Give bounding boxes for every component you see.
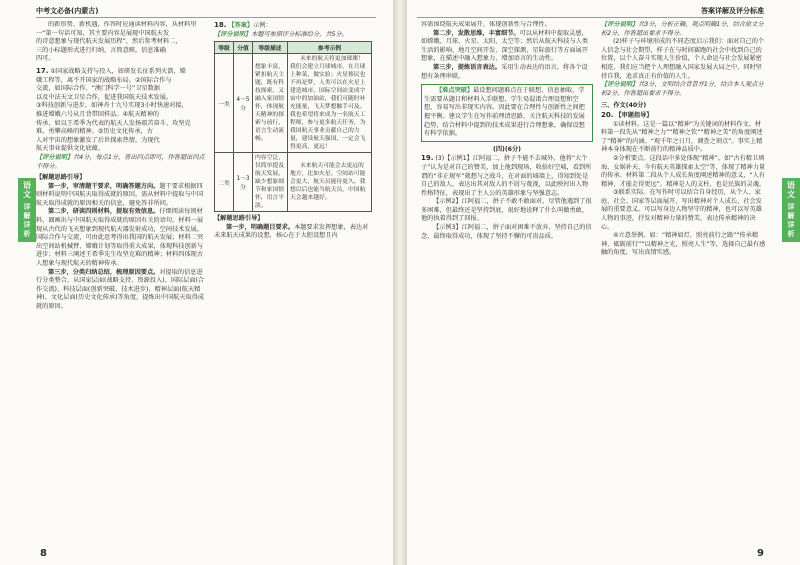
table-header: 分值 [234,42,253,54]
step-text: 对提取的信息进行分类整合，从国家层面(战略支持、资源投入)、国际层面(合作交流)、科技层面(创新突破、技术进步)、精神层面(航天精神)、文化层面(历史文化传承)等角度，提炼出中国航天取得成就的原因。 [36,268,205,310]
side-tab-char: 详 [787,203,795,211]
q17-text: 交流，如国际合作、“澳门科学一号”卫星数据 [36,85,160,93]
guide-title: 【解题思路引导】 [214,215,264,223]
step-text: 仔细阅读每则材料，圈画出与中国航天取得成就的原因有关的语句。材料一展现从古代的飞天想象到现代航天器发射成功，空间技术发展，国际合作与交流，可由此思考得出我国的航天发展；材料二突出空间站机械臂、嫦娥计划等取得重大成果，体现科技创新与进步；材料三阐述王希季先生攻坚克难的精神；材料四体现古人想象与现代航天的精神传承。 [36,208,204,268]
table-header-row [215,42,372,54]
grade-cell: 二类 [215,153,234,212]
side-tab-char: 文 [23,190,31,199]
q17-text: 传承，如以王希季为代表的航天人发扬艰苦奋斗、攻坚克 [36,119,191,127]
intro-line: 的诗意想象与现代航天发展历程”，然后参考材料二， [36,38,182,46]
q17-text: 推进嫦娥六号从月背带回样品。④航天精神的 [36,110,160,118]
table-header: 等级描述 [253,42,288,54]
right-page [407,0,800,565]
left-page [0,0,393,565]
left-column-1 [36,21,206,543]
q19-text: 【示例2】江阿福二，拼子不敢不敢面对，尽管他遇到了很多困难，但最终还是坚持到底，很好地诠释了什么叫做勇敢，他的执着得到了回报。 [421,198,592,223]
score-text: 共3分，分析正确，观点明确1分，结合原文分析2分，作答超出要求不得分。 [601,21,764,37]
difficulty-box [421,84,593,142]
score-text: 共4分，每点1分，答出四点即可，作答超出四点不得分。 [36,153,205,170]
q20-text: ①读材料。这是一篇以“精神”为关键词的材料作文。材料第一段先从“精神之力”“精神之钦”“精神之美”的角度阐述了“精神”的内涵。“观千年之日月，调查之刻点”。事实上精神本身体现在不断前行的精神品质中。 [601,120,763,154]
left-column-2 [214,21,374,551]
score-label: 【评分说明】 [36,153,74,161]
q17-text: 人对宇宙的想象激发了后世探索热情，为现代 [36,136,160,144]
step-text: 采用生动表达的语言，将各个设想有条理串联。 [421,63,588,80]
side-tab-char: 详 [23,221,31,229]
q19-text: (3)【示例1】江阿福二，拼子不能不去城外，他将“大个子”认为是对自己的赞美，加上他到现场，收拾好空城，看到所谓的“非正规军”就想与之战斗，在对面的城墙上，得知到处是自己的敌人，表达出其对敌人的不屑与蔑视，以此映衬出人物性格特征，表现出了主人公的英雄形象与坚强意志。 [421,155,592,197]
step-title: 第三步，提炼语言表达。 [433,63,502,71]
q19-text: 【示例3】江阿福二，拼子面对困难不放弃，坚持自己的信念，最终取得成功，体现了坚持不懈的可贵品质。 [421,224,592,240]
step-title: 第一步，明确题目要求。 [226,223,295,231]
scoring-table [214,41,372,212]
table-row [215,54,372,153]
example-cell: 未来航天可能会去更远的地方，比如火星。空间站可能会更大，航天员能待更久。我想以后也能当航天员，中国航天会越来越好。 [288,153,372,212]
score-cell: 4～5分 [234,54,253,153]
side-tab-char: 解 [787,212,795,220]
section-heading: (四)(6分) [493,145,521,153]
step-title: 第二步，发散思维，丰富细节。 [433,29,520,37]
q2-text: (2)样子与环境形成的不同态度启示我们：面对自己的个人信念与社会期望，样子在与时间赛跑的社会中找到自己的位置，以个人奋斗实现人生价值，个人命运与社会发展紧密相连，我们应当把个人理想融入国家发展大局之中，同时坚持自我，追求真正有价值的人生。 [601,38,765,80]
question-number: 19. [421,154,434,163]
book-gutter [393,0,407,565]
q17-text: 以及中法天文卫星合作，促进我国航天技术发展。 [36,93,173,101]
question-number: 18. [214,21,227,29]
table-header: 参考示例 [288,42,372,54]
side-tab-char: 语 [23,181,31,190]
intro-line: 三的小标题形式进行归纳，言简意赅，信息准确 [36,46,166,54]
side-tab-char: 文 [787,190,795,199]
section-heading: 三、作文(40分) [601,102,647,110]
left-page-header: 中考文必备(内蒙古) [36,7,99,15]
answer-text: 示例： [253,22,272,29]
difficulty-text: 最设想问题难点在于联想、信息抽取，学生需要从题目和材料入手联想，学生易混淆合理设想和空想，容易写出非现实内容。因此要在合理性与创新性之间把握平衡。建议学生在写作前理清思路，关注航天科技的发展趋势，结合材料中提到的技术成果进行合理想象，确保设想有科学依据。 [424,87,585,138]
side-tab-char: 详 [23,203,31,211]
continued-text: 容需围绕航天成果展开，体现创新性与合理性。 [421,21,551,28]
q20-text: ④立意举例。如：“精神如灯，照亮前行之路”“传承精神，砥砺前行”“以精神之光，照亮人生”等，选择自己最有感触的角度，写出真情实感。 [601,232,766,257]
header-rule [417,17,763,18]
score-text: 共3分，文明结合背景并1分，结合本人观点分析2分，作答超出要求不得分。 [601,81,764,97]
page-number: 8 [40,548,47,559]
step-title: 第三步，分类归纳总结，梳理原因要点。 [48,268,160,276]
intro-line: 四可。 [36,55,55,63]
page-number: 9 [757,548,764,559]
right-column-2 [601,21,767,543]
description-cell: 内容空泛，仅简单提及航天发展，缺少想象细节和家国情怀，语言平淡。 [253,153,288,212]
guide-label: 【审题指导】 [615,111,653,119]
right-side-tab [782,178,800,242]
header-rule [36,17,376,18]
step-title: 第二步，研读四则材料，提取有效信息。 [48,208,160,216]
q20-text: ②分析要点。这段话中多处体现“精神”。如“古有精卫填海、女娲补天，今有航天英雄探索太空”等，体现了精神力量的传承。材料第二段从个人成长角度阐述精神的意义，“人有精神，才能走得更远”。精神是人的支柱，也是民族的灵魂。 [601,154,766,188]
description-cell: 想象丰富，紧扣航天主题，既有科技探索，又融入家国情怀，体现航天精神的探索与前行，语言生动流畅。 [253,54,288,153]
q17-text: ③科技创新与进步，如神舟十九号实现3小时快速对接， [36,102,188,110]
left-side-tab [18,178,36,242]
grade-cell: 一类 [215,54,234,153]
intro-line: 的新形势、新机遇，作答时应通读材料内容，从材料里 [48,21,197,28]
score-label: 【评分说明】 [601,21,639,28]
question-number: 17. [36,66,49,75]
score-label: 【评分说明】 [601,81,639,89]
q20-text: ③联系实际。在写作时可以结合自身经历，从个人、家庭、社会、国家等层面展开，写出精神对个人成长、社会发展的重要意义。可以写身边人物坚守的精神，也可以写英雄人物的事迹，抒发对精神力量的赞美，表达传承精神的决心。 [601,189,762,231]
score-cell: 1～3分 [234,153,253,212]
guide-title: 【解题思路引导】 [36,174,86,182]
q17-text: 难、勇攀高峰的精神。⑤历史文化传承，古 [36,128,153,136]
side-tab-char: 详 [787,221,795,229]
intro-line: 一“第一句话可知，其主要内容是展现中国航天发 [36,29,170,37]
q17-text: 娥工程等，离不开国家的战略布局。②国际合作与 [36,76,172,84]
table-header: 等级 [215,42,234,54]
side-tab-char: 语 [787,181,795,190]
table-row [215,153,372,212]
q17-text: 航天事业提供文化底蕴。 [36,145,105,153]
answer-label: 【答案】 [228,22,254,29]
side-tab-char: 析 [787,230,795,238]
example-cell: 未来的航天将更加璀璨！我们会建立月球城市，在月球上种菜，做实验；火星移民也不再是梦，人类可以在火星上建造城市。国际空间站变成宇宙中的加油站，我们可随时补充能量，飞天梦想触手可及。我也希望将来成为一名航天工程师，参与更多航天任务，为我国航天事业贡献自己的力量，建设航天强国，一定会飞得更高，更远！ [288,54,372,153]
step-text: 本题要求发挥想象，表达对未来航天成果的设想，核心在于大胆设想且内 [214,223,369,240]
question-number: 20. [601,110,614,119]
step-text: 可以从材料中提取灵感，如嫦娥、月球、火星、太阳、太空等；然后从航天科技与人类生活的影响、地月空间开发、深空探测、星际旅行等方面展开想象，在描述中融入想象力，增加语言的生动性。 [421,29,589,63]
right-column-1 [421,21,593,543]
side-tab-char: 解 [23,212,31,220]
score-label: 【评分说明】 [214,30,252,38]
difficulty-label: 【难点突破】 [436,87,474,95]
side-tab-char: 析 [23,230,31,238]
score-text: 本题可参照评分标准给分，共5分。 [251,30,348,38]
step-title: 第一步，审清题干要求，明确答题方向。 [48,182,160,190]
q17-text: ①国家战略支持与投入，如研发长征系列火箭，嫦 [50,67,186,75]
step-text: 题干要求根据四则材料说明中国航天取得成就的原因，需从材料中提取与中国航天取得成就的原因相关的信息，避免答非所问。 [36,182,204,207]
right-page-header: 答案详解及评分标准 [701,7,764,15]
